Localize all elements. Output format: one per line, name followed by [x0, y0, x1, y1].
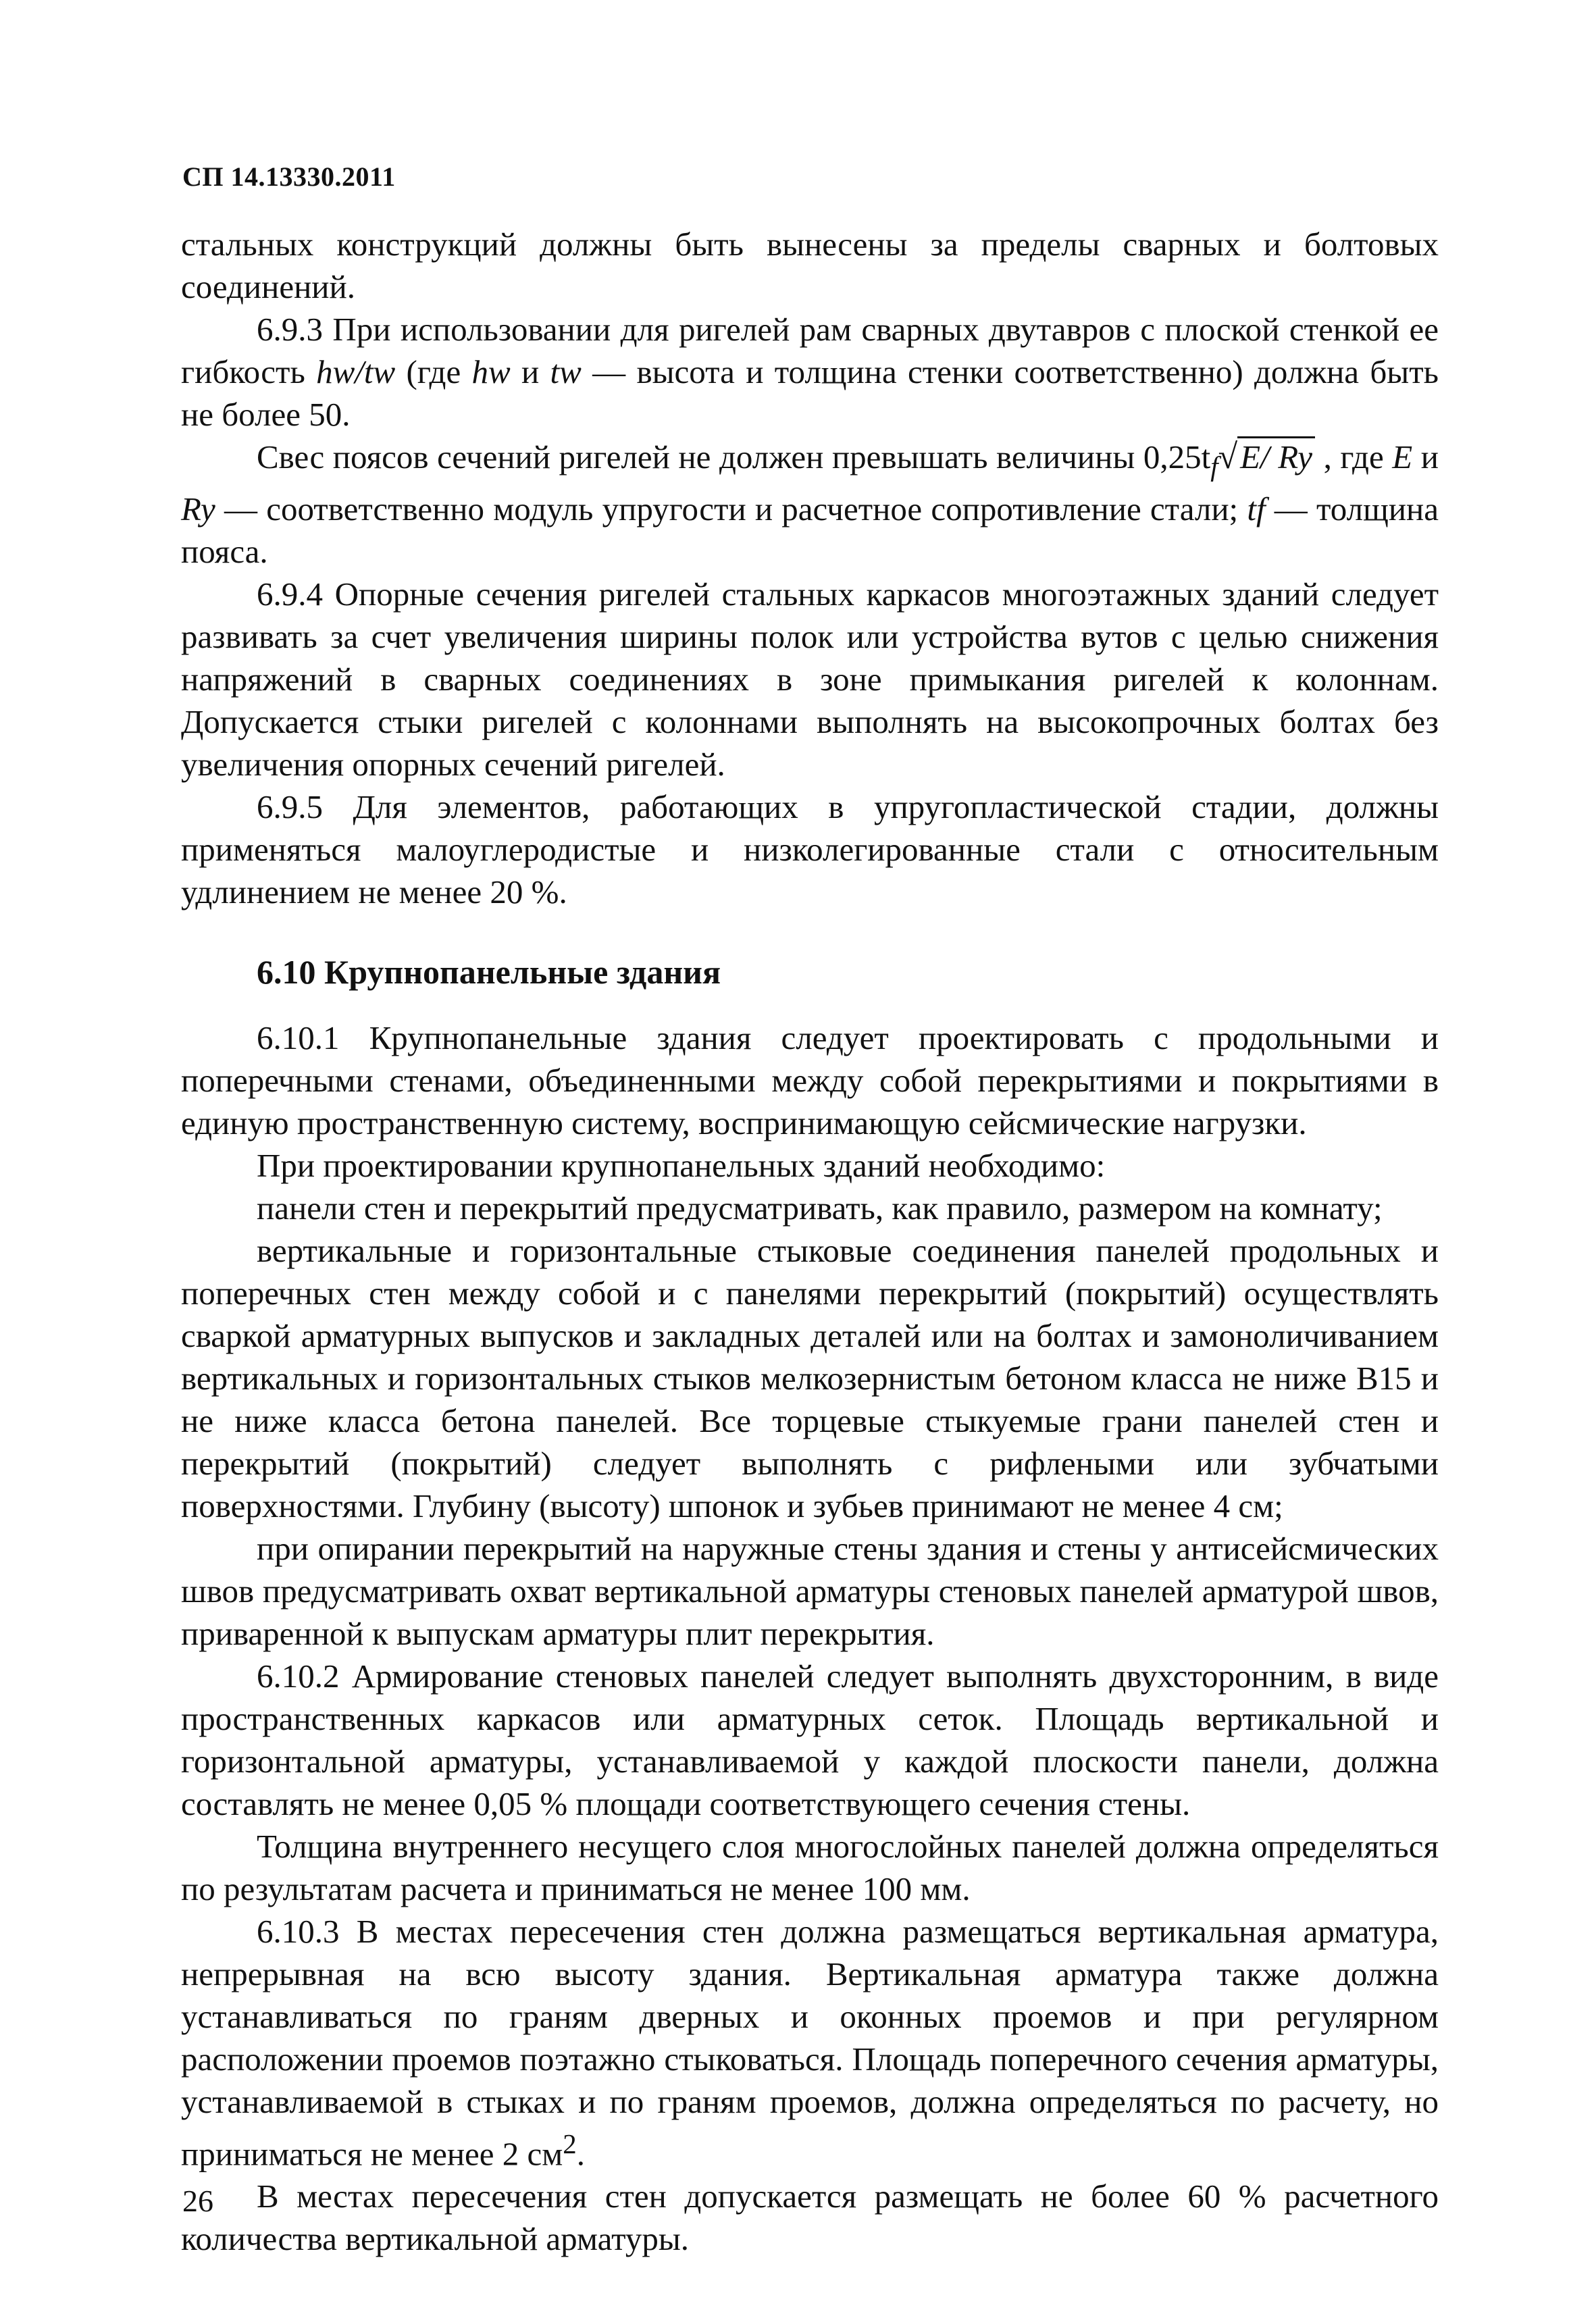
paragraph-6-10-3: 6.10.3 В местах пересечения стен должна размещаться вертикальная арматура, непрерывная на всю высоту здания. Вертикальная арматура также должна устанавливаться по граням дверных и оконных проемов и при регулярном расположении проемов поэтажно стыковаться. Площадь поперечного сечения арматуры, устанавливаемой в стыках и по граням проемов, должна определяться по расчету, но приниматься не менее 2 $см^2$. [181, 1912, 1439, 2173]
paragraph-design-requirements: При проектировании крупнопанельных зданий необходимо: [257, 1146, 1106, 1184]
paragraph-joint-connections: вертикальные и горизонтальные стыковые соединения панелей продольных и поперечных стен между собой и с панелями перекрытий (покрытий) осуществлять сваркой арматурных выпусков и закладных деталей или на болтах и замоноличиванием вертикальных и горизонтальных стыков мелкозернистым бетоном класса не ниже В15 и не ниже класса бетона панелей. Все торцевые стыкуемые грани панелей стен и перекрытий (покрытий) следует выполнять с рифлеными или зубчатыми поверхностями. Глубину (высоту) шпонок и зубьев принимают не менее 4 см; [181, 1231, 1439, 1524]
paragraph-wall-intersection: В местах пересечения стен допускается размещать не более 60 % расчетного количества вертикальной арматуры. [181, 2178, 1439, 2258]
paragraph-6-9-4: 6.9.4 Опорные сечения ригелей стальных каркасов многоэтажных зданий следует развивать за счет увеличения ширины полок или устройства вутов с целью снижения напряжений в сварных соединениях в зоне примыкания ригелей к колоннам. Допускается стыки ригелей с колоннами выполнять на высокопрочных болтах без увеличения опорных сечений ригелей. [181, 575, 1439, 783]
document-code-header: СП 14.13330.2011 [182, 161, 396, 192]
paragraph-6-10-2: 6.10.2 Армирование стеновых панелей следует выполнять двухсторонним, в виде пространственных каркасов или арматурных сеток. Площадь вертикальной и горизонтальной арматуры, устанавливаемой у каждой плоскости панели, должна составлять не менее 0,05 % площади соответствующего сечения стены. [181, 1657, 1439, 1822]
paragraph-6-9-3: 6.9.3 При использовании для ригелей рам сварных двутавров с плоской стенкой ее гибкость hw/tw (где hw и tw — высота и толщина стенки соответственно) должна быть не более 50. [181, 311, 1439, 433]
paragraph-6-9-5: 6.9.5 Для элементов, работающих в упругопластической стадии, должны применяться малоуглеродистые и низколегированные стали с относительным удлинением не менее 20 %. [181, 788, 1439, 910]
formula: $0,25t_f√E/$ Ry [1143, 438, 1315, 475]
paragraph-flange-overhang: Свес поясов сечений ригелей не должен превышать величины $0,25t_f√E/$ Ry , где E и Ry — соответственно модуль упругости и расчетное сопротивление стали; tf — толщина пояса. [181, 438, 1439, 570]
paragraph-continuation: стальных конструкций должны быть вынесены за пределы сварных и болтовых соединений. [181, 226, 1439, 305]
page-number: 26 [182, 2184, 213, 2218]
document-body [181, 223, 1439, 2260]
section-heading-6-10: 6.10 Крупнопанельные здания [257, 952, 721, 991]
paragraph-6-10-1: 6.10.1 Крупнопанельные здания следует проектировать с продольными и поперечными стенами, объединенными между собой перекрытиями и покрытиями в единую пространственную систему, воспринимающую сейсмические нагрузки. [181, 1019, 1439, 1141]
paragraph-floor-support: при опирании перекрытий на наружные стены здания и стены у антисейсмических швов предусматривать охват вертикальной арматуры стеновых панелей арматурой швов, приваренной к выпускам арматуры плит перекрытия. [181, 1529, 1439, 1652]
paragraph-panel-size: панели стен и перекрытий предусматривать, как правило, размером на комнату; [257, 1189, 1383, 1227]
paragraph-inner-layer-thickness: Толщина внутреннего несущего слоя многослойных панелей должна определяться по результатам расчета и приниматься не менее 100 мм. [181, 1827, 1439, 1907]
